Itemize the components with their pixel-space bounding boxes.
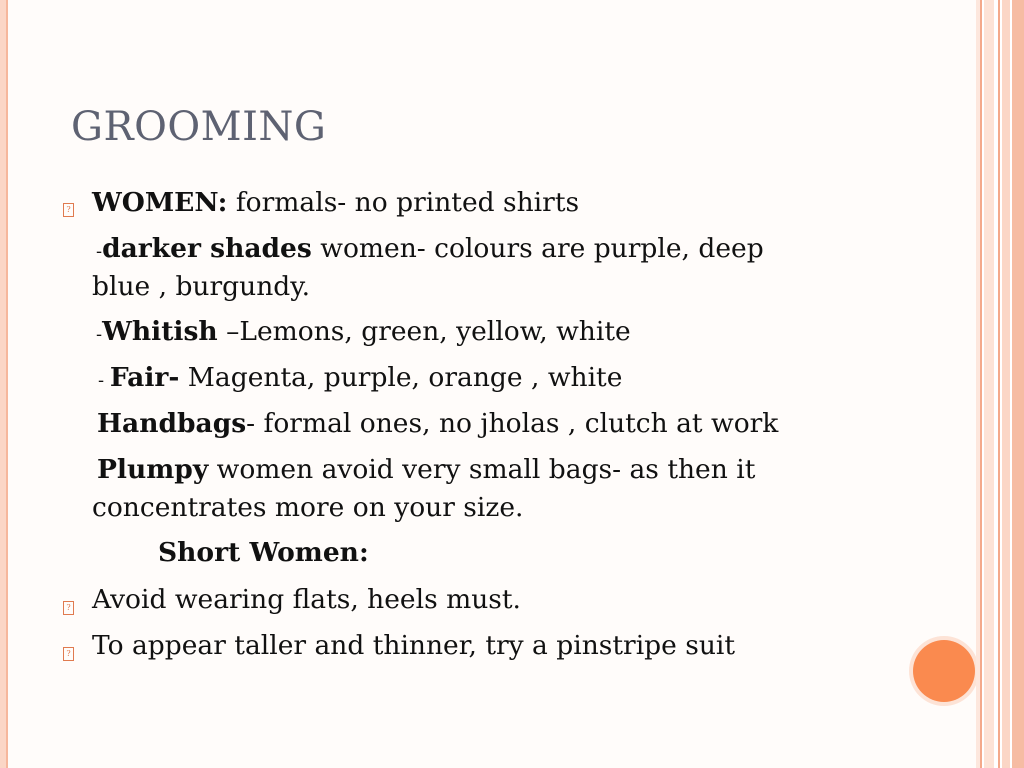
stripe [1012,0,1024,768]
pinstripe-line: To appear taller and thinner, try a pinstripe suit [92,630,736,661]
handbags-line [97,408,778,440]
stripe [980,0,982,768]
whitish-label: Whitish [102,316,218,347]
bullet-icon: ? [63,203,74,217]
plumpy-label: Plumpy [97,454,209,485]
plumpy-line [97,454,755,486]
darker-shades-label: darker shades [102,233,312,264]
whitish-line [96,316,631,348]
dash: - [96,324,103,345]
women-text: formals- no printed shirts [227,187,580,218]
slide-title: GROOMING [71,104,327,150]
orange-circle-decoration [913,640,975,702]
stripe [1002,0,1010,768]
women-line [92,187,579,219]
darker-shades-text: women- colours are purple, deep [311,233,764,264]
bullet-icon: ? [63,601,74,615]
dash: - [96,241,103,262]
darker-shades-line [96,233,764,265]
slide-canvas [8,0,976,768]
handbags-text: - formal ones, no jholas , clutch at work [246,408,779,439]
right-border-stripes [976,0,1024,768]
bullet-icon: ? [63,647,74,661]
fair-label: Fair- [109,362,180,393]
darker-shades-continued: blue , burgundy. [92,271,311,302]
stripe [998,0,1000,768]
women-label: WOMEN: [92,187,228,218]
whitish-text: –Lemons, green, yellow, white [217,316,631,347]
fair-line [98,362,622,394]
stripe [984,0,994,768]
plumpy-text: women avoid very small bags- as then it [208,454,756,485]
slide-content [8,0,976,768]
handbags-label: Handbags [97,408,247,439]
avoid-flats-line: Avoid wearing flats, heels must. [92,584,521,615]
short-women-heading [158,537,369,569]
fair-text: Magenta, purple, orange , white [179,362,623,393]
plumpy-continued: concentrates more on your size. [92,492,524,523]
short-women-label: Short Women: [158,537,369,568]
dash: - [98,370,110,391]
